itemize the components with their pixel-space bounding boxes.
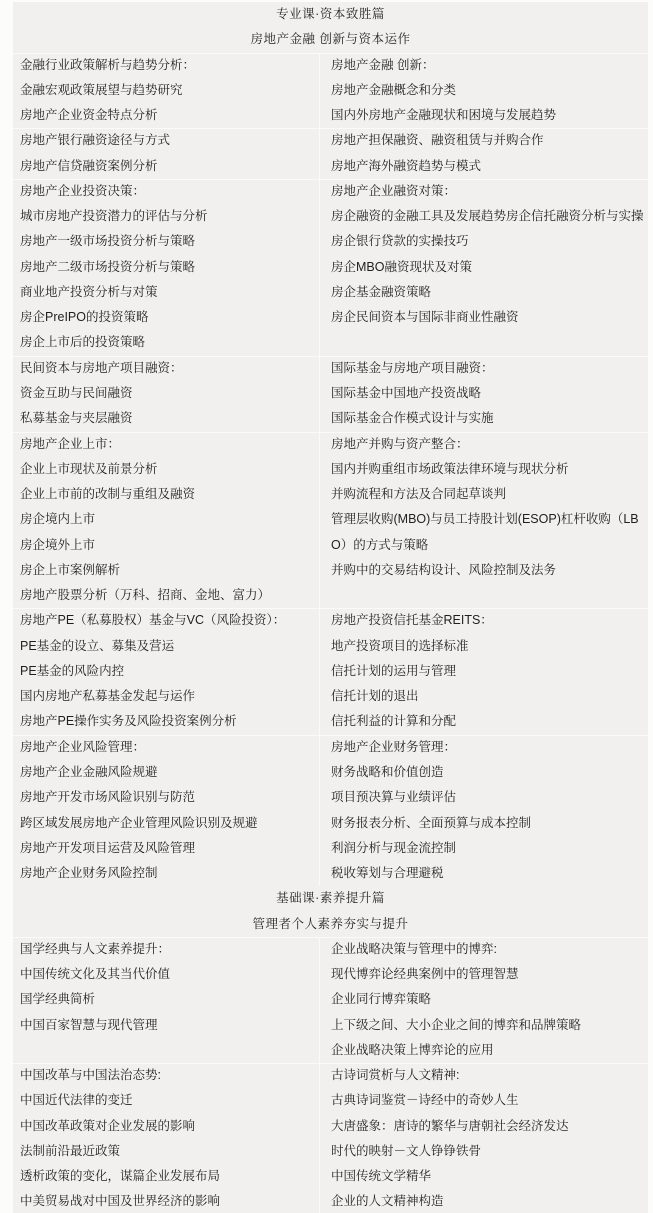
course-item: 信托计划的运用与管理 [331,663,457,678]
course-group [13,356,648,432]
course-item: 国学经典简析 [20,992,96,1007]
course-item: 古典诗词鉴赏－诗经中的奇妙人生 [331,1093,519,1108]
course-item: 房企民间资本与国际非商业性融资 [331,310,519,325]
section-header [13,886,648,911]
course-item: 房地产开发项目运营及风险管理 [20,840,196,855]
course-group-right-column [319,356,648,432]
course-item: 商业地产投资分析与对策 [20,284,158,299]
course-item: 房地产二级市场投资分析与策略 [20,259,196,274]
course-item: 房地产金融 创新： [331,57,435,72]
course-item: 并购中的交易结构设计、风险控制及法务 [331,562,557,577]
course-item: 透析政策的变化，谋篇企业发展布局 [20,1169,221,1184]
section-header [13,912,648,937]
course-group-left-column [13,608,319,734]
course-item: 房企MBO融资现状及对策 [331,259,472,274]
course-item: 房地产企业上市： [20,436,121,451]
course-group [13,608,648,734]
course-item: 房企上市案例解析 [20,562,121,577]
course-item: 房地产股票分析（万科、招商、金地、富力） [20,588,271,603]
section-header-text: 管理者个人素养夯实与提升 [252,916,409,931]
course-item: 国际基金中国地产投资战略 [331,385,482,400]
course-item: 房地产企业金融风险规避 [20,764,158,779]
course-group [13,1063,648,1213]
course-item: 古诗词赏析与人文精神: [331,1068,460,1083]
course-item: 民间资本与房地产项目融资： [20,360,183,375]
course-item: 房企融资的金融工具及发展趋势房企信托融资分析与实操 [331,209,644,224]
course-group-right-column [319,937,648,1063]
course-item: 房地产企业财务风险控制 [20,866,158,881]
course-group-left-column [13,179,319,356]
course-item: 税收筹划与合理避税 [331,866,444,881]
course-item: 房地产金融概念和分类 [331,82,457,97]
section-header [13,2,648,27]
course-item: 法制前沿最近政策 [20,1143,121,1158]
course-item: 国内并购重组市场政策法律环境与现状分析 [331,461,569,476]
section-header [13,27,648,52]
course-item: 国内外房地产金融现状和困境与发展趋势 [331,108,557,123]
course-item: 房地产企业风险管理： [20,739,146,754]
course-item: 房地产信贷融资案例分析 [20,158,158,173]
course-item: 房企基金融资策略 [331,284,432,299]
course-item: 企业战略决策与管理中的博弈: [331,941,497,956]
course-item: 财务报表分析、全面预算与成本控制 [331,815,532,830]
course-item: 房地产一级市场投资分析与策略 [20,234,196,249]
course-item: 中国近代法律的变迁 [20,1093,133,1108]
course-item: 企业战略决策上博弈论的应用 [331,1042,494,1057]
course-item: 房地产投资信托基金REITS： [331,613,493,628]
course-item: 管理层收购(MBO)与员工持股计划(ESOP)杠杆收购（LBO）的方式与策略 [331,512,639,552]
course-group [13,735,648,887]
course-item: 利润分析与现金流控制 [331,840,457,855]
section-header-text: 基础课·素养提升篇 [276,891,385,906]
course-item: 私募基金与夹层融资 [20,411,133,426]
course-item: 企业的人文精神构造 [331,1194,444,1209]
course-table [13,2,648,1213]
course-item: 信托计划的退出 [331,689,419,704]
course-group [13,937,648,1063]
course-item: PE基金的风险内控 [20,663,125,678]
course-group-right-column [319,53,648,129]
course-item: 房地产海外融资趋势与模式 [331,158,482,173]
course-item: 国际基金合作模式设计与实施 [331,411,494,426]
course-item: 跨区域发展房地产企业管理风险识别及规避 [20,815,258,830]
course-item: 房地产企业资金特点分析 [20,108,158,123]
course-group [13,432,648,609]
course-item: 项目预决算与业绩评估 [331,790,457,805]
course-item: 房企境内上市 [20,512,96,527]
course-group-left-column [13,937,319,1063]
course-item: 房地产担保融资、融资租赁与并购合作 [331,133,544,148]
course-group-left-column [13,1063,319,1213]
course-item: 并购流程和方法及合同起草谈判 [331,487,507,502]
course-group-right-column [319,1063,648,1213]
course-item: 中国百家智慧与现代管理 [20,1017,158,1032]
course-group-left-column [13,128,319,179]
course-item: PE基金的设立、募集及营运 [20,638,175,653]
course-item: 大唐盛象：唐诗的繁华与唐朝社会经济发达 [331,1118,569,1133]
section-header-text: 房地产金融 创新与资本运作 [250,32,411,47]
course-item: 国际基金与房地产项目融资： [331,360,494,375]
course-item: 上下级之间、大小企业之间的博弈和品牌策略 [331,1017,582,1032]
course-item: 地产投资项目的选择标准 [331,638,469,653]
course-item: 中美贸易战对中国及世界经济的影响 [20,1194,221,1209]
course-group-right-column [319,735,648,887]
course-item: 企业上市前的改制与重组及融资 [20,487,196,502]
course-item: 房地产并购与资产整合： [331,436,469,451]
course-item: 房地产企业财务管理： [331,739,457,754]
course-item: 中国改革政策对企业发展的影响 [20,1118,196,1133]
course-item: 金融宏观政策展望与趋势研究 [20,82,183,97]
course-item: 房地产企业投资决策： [20,183,146,198]
course-group-right-column [319,608,648,734]
course-item: 房企PreIPO的投资策略 [20,310,149,325]
course-group-left-column [13,735,319,887]
course-item: 信托利益的计算和分配 [331,714,457,729]
course-item: 现代博弈论经典案例中的管理智慧 [331,967,519,982]
course-item: 金融行业政策解析与趋势分析： [20,57,196,72]
course-item: 房企上市后的投资策略 [20,335,146,350]
course-item: 房地产PE操作实务及风险投资案例分析 [20,714,237,729]
course-item: 企业同行博弈策略 [331,992,432,1007]
course-group-left-column [13,53,319,129]
course-group-right-column [319,128,648,179]
course-item: 房企境外上市 [20,537,96,552]
course-item: 国学经典与人文素养提升： [20,941,171,956]
course-group [13,53,648,129]
course-item: 时代的映射－文人铮铮铁骨 [331,1143,482,1158]
course-item: 中国改革与中国法治态势: [20,1068,161,1083]
course-group-left-column [13,356,319,432]
course-group-left-column [13,432,319,609]
course-item: 房地产PE（私募股权）基金与VC（风险投资）： [20,613,286,628]
course-group [13,179,648,356]
course-group-right-column [319,432,648,609]
course-item: 房地产银行融资途径与方式 [20,133,171,148]
course-item: 中国传统文学精华 [331,1169,432,1184]
course-item: 房企银行贷款的实操技巧 [331,234,469,249]
course-item: 房地产开发市场风险识别与防范 [20,790,196,805]
section-header-text: 专业课·资本致胜篇 [276,7,385,21]
course-item: 企业上市现状及前景分析 [20,461,158,476]
course-item: 资金互助与民间融资 [20,385,133,400]
course-item: 财务战略和价值创造 [331,764,444,779]
course-item: 城市房地产投资潜力的评估与分析 [20,209,208,224]
course-item: 国内房地产私募基金发起与运作 [20,689,196,704]
course-group [13,128,648,179]
course-item: 中国传统文化及其当代价值 [20,967,171,982]
course-group-right-column [319,179,648,356]
course-item: 房地产企业融资对策： [331,183,457,198]
